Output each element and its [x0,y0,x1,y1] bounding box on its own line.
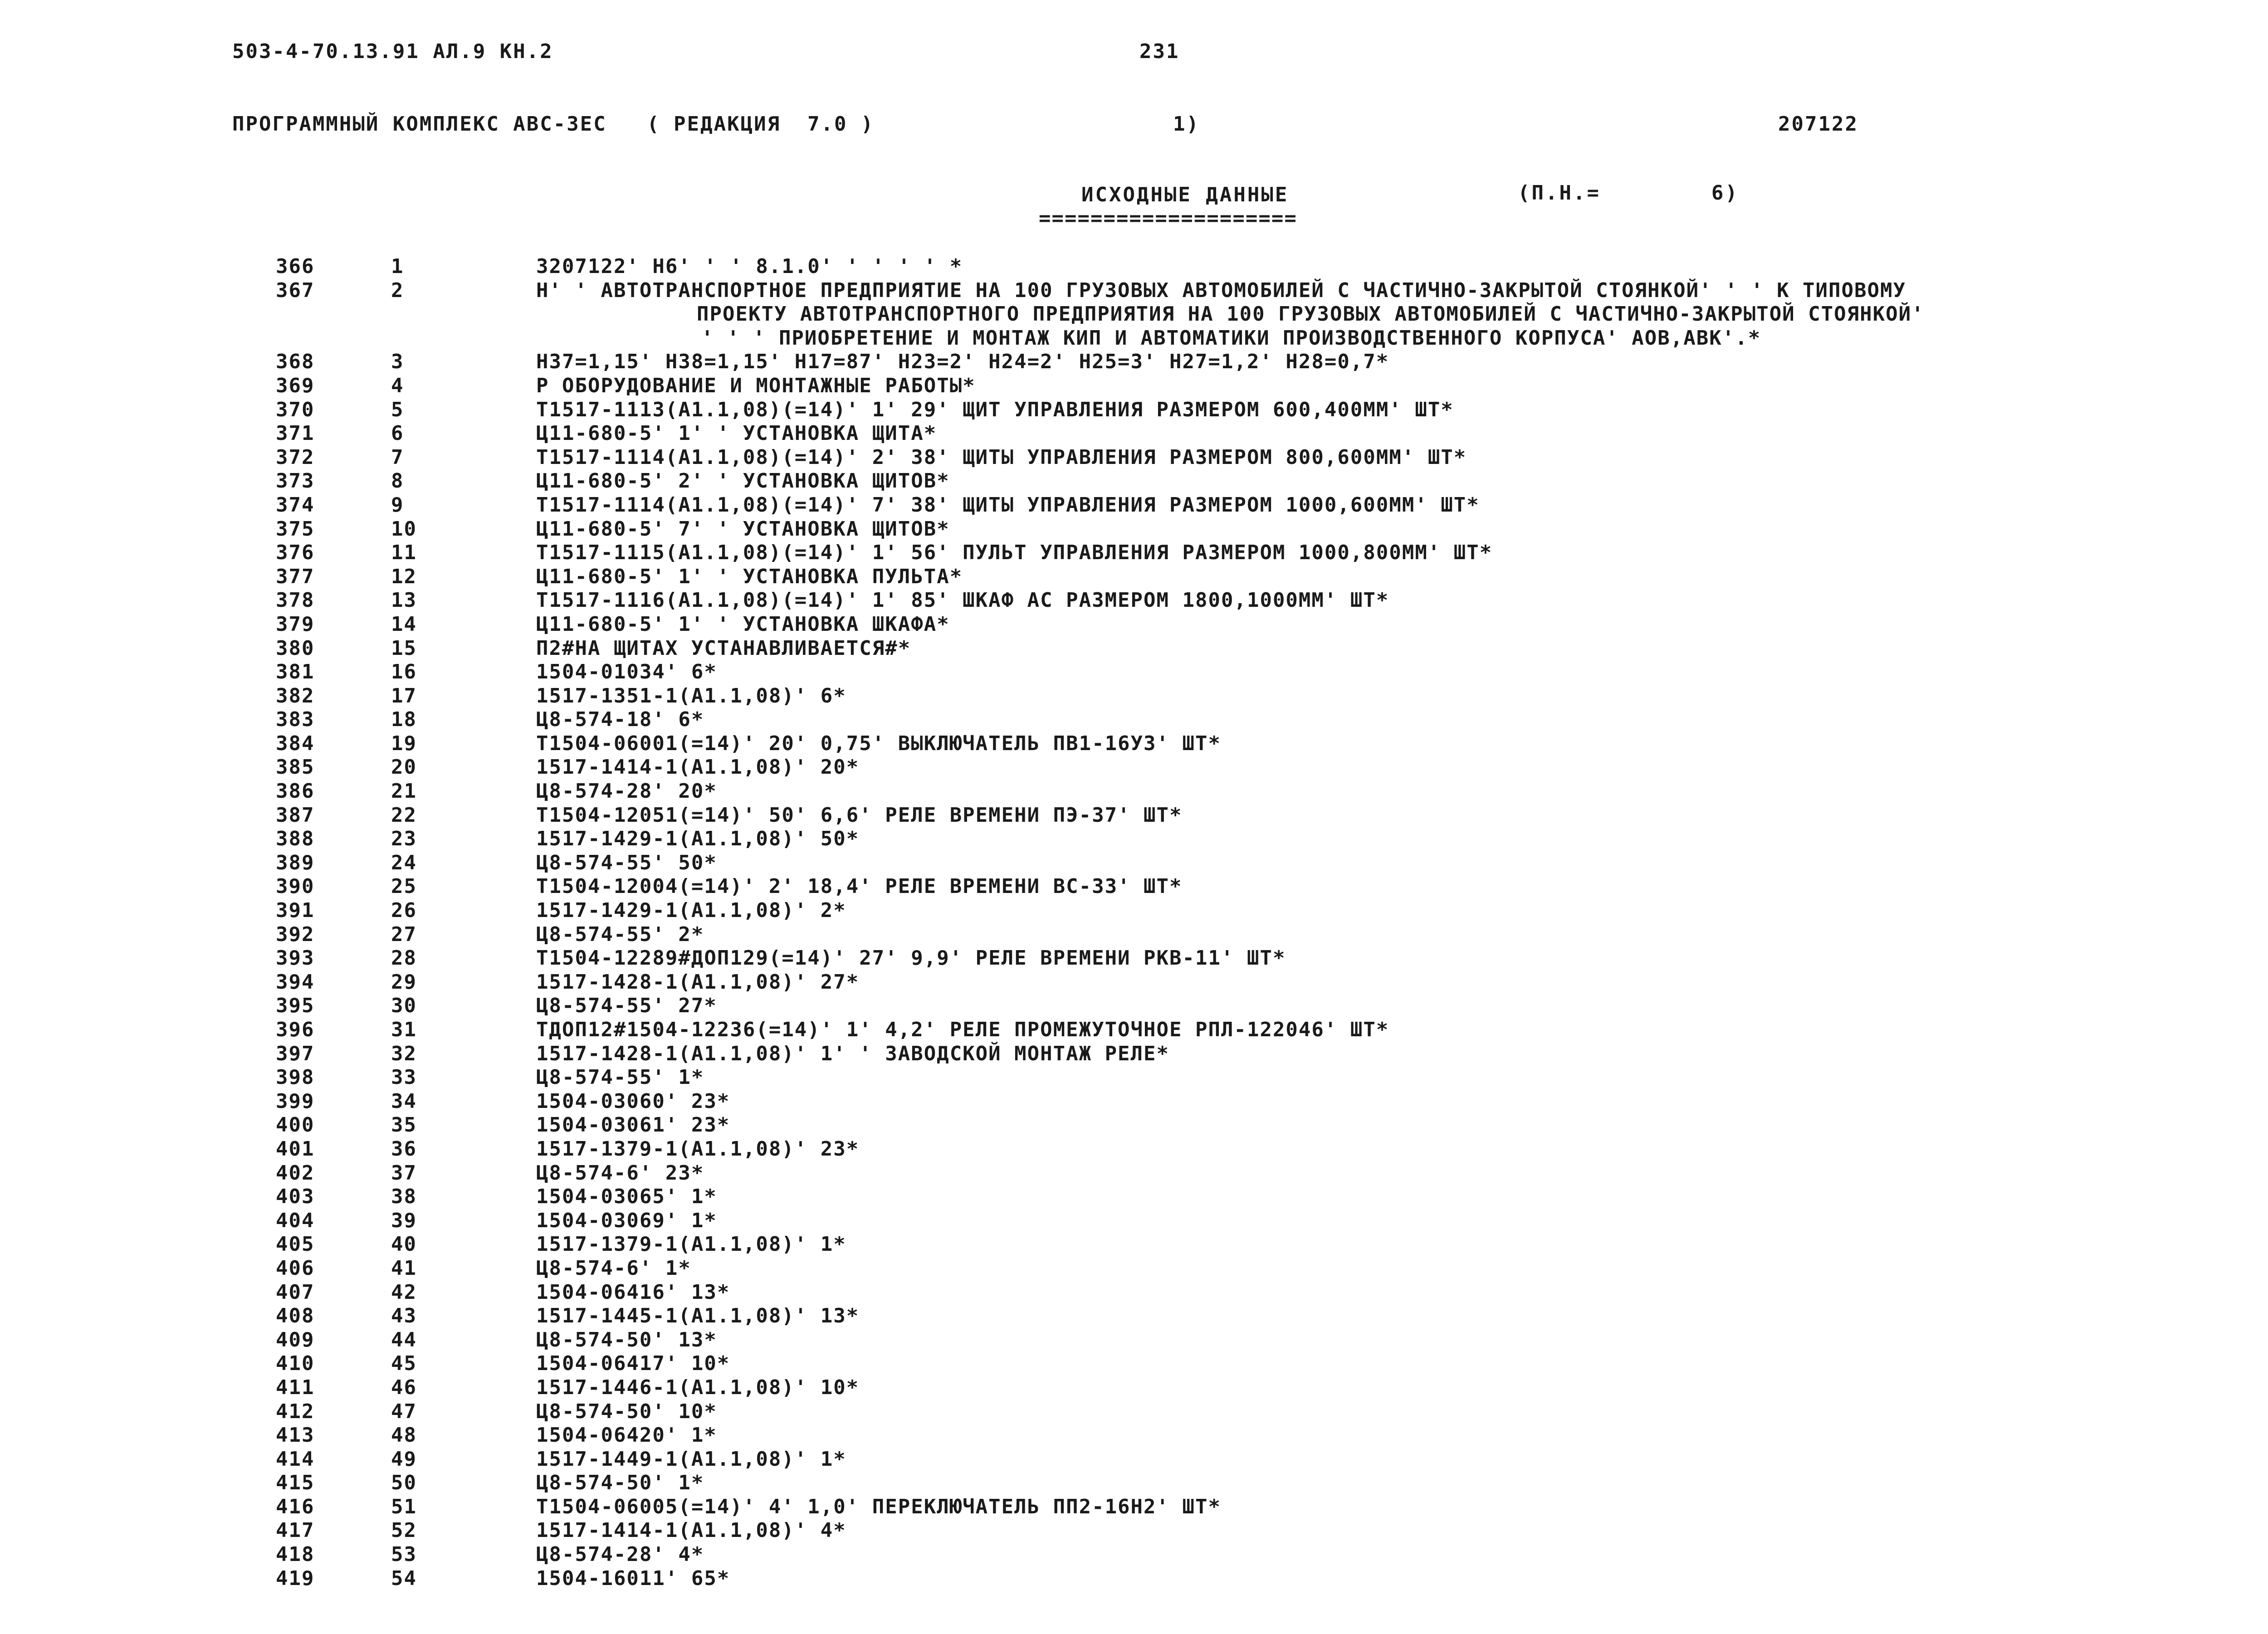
line-number: 10 [391,517,417,541]
record-number: 406 [276,1256,315,1280]
listing-row [0,1352,2268,1376]
job-code: 207122 [1778,112,1858,136]
record-number: 388 [276,827,315,851]
record-text: 1504-03061' 23* [536,1113,730,1137]
record-text: Т1504-06005(=14)' 4' 1,0' ПЕРЕКЛЮЧАТЕЛЬ ПП2-16Н2' ШТ* [536,1495,1221,1518]
record-number: 368 [276,350,315,374]
record-number: 398 [276,1066,315,1089]
record-text: 3207122' Н6' ' ' 8.1.0' ' ' ' ' * [536,255,963,278]
line-number: 46 [391,1375,417,1399]
record-text: Ц8-574-6' 1* [536,1256,691,1280]
record-text: 1517-1428-1(А1.1,08)' 1' ' ЗАВОДСКОЙ МОНТАЖ РЕЛЕ* [536,1042,1170,1065]
record-number: 378 [276,589,315,612]
record-number: 386 [276,780,315,803]
listing-row [0,255,2268,279]
listing-row [0,780,2268,804]
record-text: Н' ' АВТОТРАНСПОРТНОЕ ПРЕДПРИЯТИЕ НА 100 ГРУЗОВЫХ АВТОМОБИЛЕЙ С ЧАСТИЧНО-ЗАКРЫТОЙ СТОЯНКОЙ' ' ' К ТИПОВОМУ [536,278,1906,302]
line-number: 33 [391,1066,417,1089]
record-number: 370 [276,398,315,421]
record-text: П2#НА ЩИТАХ УСТАНАВЛИВАЕТСЯ#* [536,636,911,660]
listing-row [0,398,2268,422]
record-number: 407 [276,1280,315,1304]
record-number: 416 [276,1495,315,1518]
listing-row [0,1495,2268,1519]
record-number: 376 [276,541,315,565]
record-text: Н37=1,15' Н38=1,15' Н17=87' Н23=2' Н24=2' Н25=3' Н27=1,2' Н28=0,7* [536,350,1389,374]
record-number: 409 [276,1328,315,1351]
line-number: 12 [391,565,417,588]
line-number: 22 [391,803,417,827]
line-number: 19 [391,732,417,755]
record-number: 418 [276,1543,315,1566]
record-text: ТДОП12#1504-12236(=14)' 1' 4,2' РЕЛЕ ПРОМЕЖУТОЧНОЕ РПЛ-122046' ШТ* [536,1018,1389,1041]
line-number: 6 [391,422,404,445]
record-number: 373 [276,469,315,493]
line-number: 49 [391,1447,417,1471]
record-text: 1517-1351-1(А1.1,08)' 6* [536,684,846,707]
listing-row [0,660,2268,684]
record-number: 412 [276,1400,315,1423]
record-text: 1517-1379-1(А1.1,08)' 1* [536,1233,846,1256]
record-number: 382 [276,684,315,707]
record-number: 389 [276,851,315,874]
listing-row [0,589,2268,613]
listing-row [0,1257,2268,1281]
record-text: 1517-1429-1(А1.1,08)' 50* [536,827,860,851]
listing-row [0,1233,2268,1257]
record-number: 419 [276,1566,315,1590]
record-text: 1504-03069' 1* [536,1209,717,1232]
listing-row [0,1400,2268,1424]
line-number: 13 [391,589,417,612]
line-number: 52 [391,1519,417,1542]
listing-row [0,1281,2268,1305]
title-underline: ==================== [1039,207,1297,230]
listing-row [0,708,2268,732]
listing-row [0,1567,2268,1591]
record-number: 374 [276,493,315,517]
line-number: 2 [391,278,404,302]
document-code: 503-4-70.13.91 АЛ.9 КН.2 [232,40,553,63]
record-text: Т1517-1115(А1.1,08)(=14)' 1' 56' ПУЛЬТ УПРАВЛЕНИЯ РАЗМЕРОМ 1000,800ММ' ШТ* [536,541,1493,565]
listing-row [0,469,2268,493]
line-number: 26 [391,899,417,922]
record-text: Ц11-680-5' 2' ' УСТАНОВКА ЩИТОВ* [536,469,950,493]
listing-row [0,374,2268,398]
listing-row [0,302,2268,327]
record-number: 379 [276,612,315,636]
line-number: 21 [391,780,417,803]
listing-row [0,446,2268,470]
record-text: Ц8-574-28' 20* [536,780,717,803]
line-number: 35 [391,1113,417,1137]
line-number: 36 [391,1137,417,1161]
line-number: 16 [391,660,417,684]
line-number: 48 [391,1424,417,1447]
record-text: Р ОБОРУДОВАНИЕ И МОНТАЖНЫЕ РАБОТЫ* [536,374,976,397]
record-text: Ц11-680-5' 1' ' УСТАНОВКА ПУЛЬТА* [536,565,963,588]
record-number: 408 [276,1304,315,1328]
listing-row [0,493,2268,517]
line-number: 8 [391,469,404,493]
record-number: 396 [276,1018,315,1041]
record-text: Ц8-574-55' 1* [536,1066,704,1089]
record-text: Ц8-574-50' 10* [536,1400,717,1423]
record-number: 380 [276,636,315,660]
line-number: 17 [391,684,417,707]
record-number: 401 [276,1137,315,1161]
record-text: Т1504-12051(=14)' 50' 6,6' РЕЛЕ ВРЕМЕНИ ПЭ-37' ШТ* [536,803,1183,827]
record-number: 394 [276,970,315,994]
line-number: 4 [391,374,404,397]
record-text: 1504-03060' 23* [536,1089,730,1113]
record-text: ПРОЕКТУ АВТОТРАНСПОРТНОГО ПРЕДПРИЯТИЯ НА 100 ГРУЗОВЫХ АВТОМОБИЛЕЙ С ЧАСТИЧНО-ЗАКРЫТОЙ СТОЯНКОЙ' [697,302,1925,326]
listing-row [0,1113,2268,1137]
record-number: 383 [276,708,315,732]
line-number: 3 [391,350,404,374]
line-number: 20 [391,756,417,779]
record-text: 1504-16011' 65* [536,1566,730,1590]
listing-row [0,1209,2268,1233]
listing-row [0,1376,2268,1400]
record-number: 367 [276,278,315,302]
listing-row [0,350,2268,374]
program-title: ПРОГРАММНЫЙ КОМПЛЕКС АВС-3ЕС ( РЕДАКЦИЯ 7.0 ) [232,112,875,136]
record-text: Т1504-12004(=14)' 2' 18,4' РЕЛЕ ВРЕМЕНИ ВС-33' ШТ* [536,875,1183,898]
listing-row [0,327,2268,351]
record-text: Т1517-1114(А1.1,08)(=14)' 7' 38' ЩИТЫ УПРАВЛЕНИЯ РАЗМЕРОМ 1000,600ММ' ШТ* [536,493,1480,517]
line-number: 44 [391,1328,417,1351]
record-number: 372 [276,445,315,469]
line-number: 15 [391,636,417,660]
listing-row [0,875,2268,899]
line-number: 53 [391,1543,417,1566]
listing-row [0,1328,2268,1352]
listing-row [0,923,2268,947]
record-text: Ц8-574-28' 4* [536,1543,704,1566]
listing-row [0,1185,2268,1209]
line-number: 30 [391,994,417,1018]
record-number: 404 [276,1209,315,1232]
record-number: 399 [276,1089,315,1113]
line-number: 28 [391,946,417,970]
record-text: 1504-06420' 1* [536,1424,717,1447]
listing-row [0,756,2268,780]
line-number: 25 [391,875,417,898]
record-number: 377 [276,565,315,588]
record-text: Ц11-680-5' 1' ' УСТАНОВКА ЩИТА* [536,422,937,445]
listing-row [0,1543,2268,1567]
record-text: ' ' ' ПРИОБРЕТЕНИЕ И МОНТАЖ КИП И АВТОМАТИКИ ПРОИЗВОДСТВЕННОГО КОРПУСА' АОВ,АВК'.* [701,326,1761,350]
line-number: 37 [391,1161,417,1185]
line-number: 7 [391,445,404,469]
page-number: 231 [1139,40,1180,63]
record-text: Ц8-574-55' 2* [536,922,704,946]
record-number: 369 [276,374,315,397]
line-number: 47 [391,1400,417,1423]
listing-row [0,827,2268,851]
record-number: 415 [276,1471,315,1495]
line-number: 23 [391,827,417,851]
line-number: 27 [391,922,417,946]
listing-row [0,851,2268,875]
line-number: 1 [391,255,404,278]
listing-row [0,422,2268,446]
line-number: 32 [391,1042,417,1065]
record-text: Ц11-680-5' 7' ' УСТАНОВКА ЩИТОВ* [536,517,950,541]
record-text: 1517-1449-1(А1.1,08)' 1* [536,1447,846,1471]
line-number: 34 [391,1089,417,1113]
record-number: 395 [276,994,315,1018]
listing-row [0,1137,2268,1161]
line-number: 5 [391,398,404,421]
line-number: 18 [391,708,417,732]
record-text: 1504-06416' 13* [536,1280,730,1304]
sheet-marker: 1) [1173,112,1200,136]
record-number: 410 [276,1352,315,1375]
listing-row [0,637,2268,661]
listing-row [0,541,2268,565]
listing-row [0,613,2268,637]
record-text: Ц8-574-55' 50* [536,851,717,874]
record-text: 1517-1446-1(А1.1,08)' 10* [536,1375,860,1399]
line-number: 11 [391,541,417,565]
record-number: 375 [276,517,315,541]
record-text: 1504-01034' 6* [536,660,717,684]
listing-row [0,684,2268,708]
record-text: Ц8-574-18' 6* [536,708,704,732]
record-text: Ц8-574-6' 23* [536,1161,704,1185]
listing-row [0,899,2268,923]
listing-row [0,1424,2268,1448]
record-number: 393 [276,946,315,970]
listing-row [0,1066,2268,1090]
line-number: 42 [391,1280,417,1304]
line-number: 54 [391,1566,417,1590]
record-number: 414 [276,1447,315,1471]
line-number: 39 [391,1209,417,1232]
listing-row [0,1042,2268,1066]
section-parameter: (П.Н.= 6) [1518,181,1739,205]
listing-row [0,1519,2268,1543]
record-number: 371 [276,422,315,445]
record-number: 392 [276,922,315,946]
record-text: Ц11-680-5' 1' ' УСТАНОВКА ШКАФА* [536,612,950,636]
record-text: Т1517-1116(А1.1,08)(=14)' 1' 85' ШКАФ АС РАЗМЕРОМ 1800,1000ММ' ШТ* [536,589,1389,612]
data-listing [0,255,2268,1590]
record-number: 400 [276,1113,315,1137]
record-number: 417 [276,1519,315,1542]
section-title: ИСХОДНЫЕ ДАННЫЕ [1081,183,1289,206]
listing-row [0,804,2268,828]
listing-row [0,517,2268,541]
record-text: 1517-1429-1(А1.1,08)' 2* [536,899,846,922]
record-number: 402 [276,1161,315,1185]
record-text: 1517-1445-1(А1.1,08)' 13* [536,1304,860,1328]
line-number: 24 [391,851,417,874]
listing-row [0,1448,2268,1472]
record-number: 366 [276,255,315,278]
listing-row [0,994,2268,1018]
listing-row [0,946,2268,971]
line-number: 41 [391,1256,417,1280]
line-number: 51 [391,1495,417,1518]
record-number: 384 [276,732,315,755]
line-number: 50 [391,1471,417,1495]
record-text: Т1517-1114(А1.1,08)(=14)' 2' 38' ЩИТЫ УПРАВЛЕНИЯ РАЗМЕРОМ 800,600ММ' ШТ* [536,445,1467,469]
listing-row [0,732,2268,756]
line-number: 31 [391,1018,417,1041]
record-number: 385 [276,756,315,779]
record-number: 405 [276,1233,315,1256]
record-number: 411 [276,1375,315,1399]
record-text: 1504-03065' 1* [536,1185,717,1209]
record-text: 1517-1414-1(А1.1,08)' 4* [536,1519,846,1542]
record-text: Т1504-12289#ДОП129(=14)' 27' 9,9' РЕЛЕ ВРЕМЕНИ РКВ-11' ШТ* [536,946,1286,970]
listing-row [0,1471,2268,1495]
listing-row [0,279,2268,303]
listing-row [0,1090,2268,1114]
line-number: 9 [391,493,404,517]
record-number: 387 [276,803,315,827]
line-number: 38 [391,1185,417,1209]
record-number: 413 [276,1424,315,1447]
record-number: 381 [276,660,315,684]
line-number: 43 [391,1304,417,1328]
record-text: 1517-1379-1(А1.1,08)' 23* [536,1137,860,1161]
record-text: Т1517-1113(А1.1,08)(=14)' 1' 29' ЩИТ УПРАВЛЕНИЯ РАЗМЕРОМ 600,400ММ' ШТ* [536,398,1454,421]
listing-row [0,565,2268,589]
listing-row [0,1304,2268,1328]
record-number: 390 [276,875,315,898]
line-number: 40 [391,1233,417,1256]
record-text: Ц8-574-50' 1* [536,1471,704,1495]
line-number: 45 [391,1352,417,1375]
line-number: 29 [391,970,417,994]
listing-row [0,971,2268,995]
listing-row [0,1018,2268,1042]
record-number: 397 [276,1042,315,1065]
record-text: Т1504-06001(=14)' 20' 0,75' ВЫКЛЮЧАТЕЛЬ ПВ1-16У3' ШТ* [536,732,1221,755]
record-text: Ц8-574-50' 13* [536,1328,717,1351]
listing-row [0,1161,2268,1185]
line-number: 14 [391,612,417,636]
record-text: 1504-06417' 10* [536,1352,730,1375]
record-text: 1517-1414-1(А1.1,08)' 20* [536,756,860,779]
record-number: 391 [276,899,315,922]
record-text: 1517-1428-1(А1.1,08)' 27* [536,970,860,994]
record-number: 403 [276,1185,315,1209]
record-text: Ц8-574-55' 27* [536,994,717,1018]
